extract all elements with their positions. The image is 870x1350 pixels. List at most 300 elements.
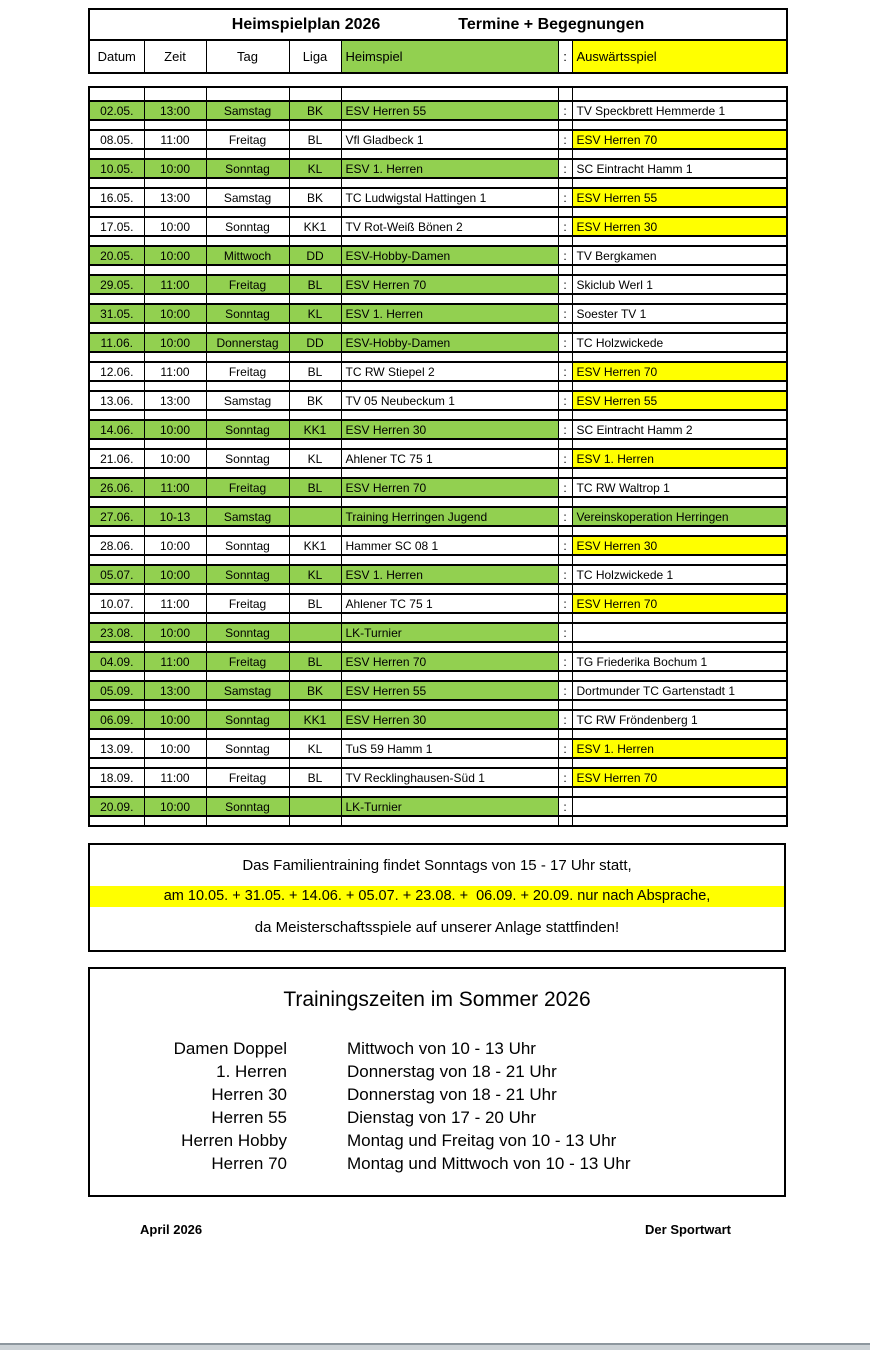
spacer-cell	[558, 700, 572, 710]
spacer-cell	[341, 642, 558, 652]
schedule-row	[89, 536, 787, 555]
spacer-row	[89, 526, 787, 536]
cell-zeit: 13:00	[144, 188, 206, 207]
spacer-cell	[206, 207, 289, 217]
col-header-colon: :	[558, 40, 572, 73]
cell-datum: 14.06.	[89, 420, 144, 439]
training-time-value: Mittwoch von 10 - 13 Uhr	[347, 1039, 536, 1058]
cell-liga: KL	[289, 449, 341, 468]
cell-zeit: 11:00	[144, 594, 206, 613]
cell-liga: BK	[289, 101, 341, 120]
spacer-cell	[89, 497, 144, 507]
spacer-cell	[572, 439, 787, 449]
cell-auswaertsspiel: Dortmunder TC Gartenstadt 1	[572, 681, 787, 700]
spacer-row	[89, 758, 787, 768]
spacer-cell	[341, 555, 558, 565]
spacer-cell	[144, 207, 206, 217]
cell-colon: :	[558, 623, 572, 642]
cell-zeit: 13:00	[144, 101, 206, 120]
cell-colon: :	[558, 333, 572, 352]
cell-zeit: 10:00	[144, 565, 206, 584]
cell-zeit: 10:00	[144, 797, 206, 816]
spacer-cell	[144, 497, 206, 507]
spacer-cell	[341, 787, 558, 797]
schedule-row	[89, 101, 787, 120]
cell-colon: :	[558, 130, 572, 149]
schedule-row	[89, 217, 787, 236]
col-header-tag: Tag	[206, 40, 289, 73]
cell-tag: Sonntag	[206, 217, 289, 236]
spacer-row	[89, 555, 787, 565]
cell-heimspiel: ESV Herren 55	[341, 681, 558, 700]
cell-zeit: 10:00	[144, 739, 206, 758]
cell-auswaertsspiel: TV Bergkamen	[572, 246, 787, 265]
cell-liga: BK	[289, 681, 341, 700]
spacer-cell	[206, 729, 289, 739]
cell-datum: 02.05.	[89, 101, 144, 120]
cell-auswaertsspiel: ESV Herren 55	[572, 188, 787, 207]
spacer-cell	[206, 671, 289, 681]
cell-auswaertsspiel: ESV Herren 70	[572, 130, 787, 149]
cell-datum: 12.06.	[89, 362, 144, 381]
cell-heimspiel: ESV-Hobby-Damen	[341, 333, 558, 352]
spacer-cell	[572, 120, 787, 130]
spacer-cell	[572, 729, 787, 739]
cell-liga: KL	[289, 304, 341, 323]
page-footer	[0, 1222, 870, 1237]
spacer-cell	[341, 178, 558, 188]
spacer-cell	[341, 323, 558, 333]
spacer-cell	[289, 555, 341, 565]
spacer-cell	[289, 294, 341, 304]
training-time-value: Donnerstag von 18 - 21 Uhr	[347, 1085, 557, 1104]
spacer-row	[89, 787, 787, 797]
spacer-cell	[144, 323, 206, 333]
cell-colon: :	[558, 478, 572, 497]
spacer-cell	[144, 265, 206, 275]
spacer-cell	[558, 816, 572, 826]
cell-datum: 20.09.	[89, 797, 144, 816]
spacer-cell	[206, 497, 289, 507]
cell-tag: Samstag	[206, 391, 289, 410]
cell-zeit: 10:00	[144, 217, 206, 236]
cell-colon: :	[558, 536, 572, 555]
schedule-row	[89, 623, 787, 642]
spacer-cell	[558, 468, 572, 478]
cell-auswaertsspiel: ESV Herren 30	[572, 217, 787, 236]
cell-datum: 13.06.	[89, 391, 144, 410]
cell-tag: Freitag	[206, 652, 289, 671]
cell-auswaertsspiel: ESV Herren 70	[572, 362, 787, 381]
spacer-cell	[289, 671, 341, 681]
schedule-row	[89, 246, 787, 265]
spacer-cell	[206, 178, 289, 188]
training-team-label: Damen Doppel	[173, 1039, 287, 1058]
spacer-cell	[206, 642, 289, 652]
spacer-cell	[558, 526, 572, 536]
cell-colon: :	[558, 710, 572, 729]
spacer-cell	[558, 294, 572, 304]
schedule-table	[88, 86, 788, 827]
cell-zeit: 10:00	[144, 710, 206, 729]
spacer-cell	[289, 758, 341, 768]
cell-zeit: 11:00	[144, 478, 206, 497]
spacer-cell	[572, 294, 787, 304]
spacer-cell	[144, 178, 206, 188]
cell-liga: DD	[289, 333, 341, 352]
spacer-cell	[289, 613, 341, 623]
spacer-row	[89, 294, 787, 304]
spacer-cell	[341, 207, 558, 217]
cell-liga: KK1	[289, 536, 341, 555]
cell-auswaertsspiel: SC Eintracht Hamm 2	[572, 420, 787, 439]
cell-liga: BK	[289, 188, 341, 207]
cell-liga: BL	[289, 768, 341, 787]
cell-datum: 16.05.	[89, 188, 144, 207]
spacer-cell	[341, 439, 558, 449]
empty-top-row	[89, 87, 787, 101]
spacer-cell	[558, 787, 572, 797]
spacer-row	[89, 410, 787, 420]
cell-auswaertsspiel: ESV Herren 70	[572, 594, 787, 613]
spacer-cell	[206, 323, 289, 333]
spacer-cell	[144, 816, 206, 826]
schedule-row	[89, 159, 787, 178]
spacer-cell	[558, 410, 572, 420]
cell-auswaertsspiel: TV Speckbrett Hemmerde 1	[572, 101, 787, 120]
cell-zeit: 11:00	[144, 362, 206, 381]
spacer-cell	[572, 149, 787, 159]
cell-heimspiel: Hammer SC 08 1	[341, 536, 558, 555]
cell-tag: Freitag	[206, 768, 289, 787]
spacer-row	[89, 323, 787, 333]
cell-colon: :	[558, 217, 572, 236]
spacer-cell	[289, 352, 341, 362]
spacer-cell	[89, 729, 144, 739]
spacer-cell	[558, 729, 572, 739]
cell-auswaertsspiel: ESV Herren 70	[572, 768, 787, 787]
cell-datum: 31.05.	[89, 304, 144, 323]
cell-tag: Samstag	[206, 507, 289, 526]
spacer-cell	[144, 729, 206, 739]
cell-zeit: 13:00	[144, 681, 206, 700]
spacer-row	[89, 178, 787, 188]
spacer-cell	[558, 149, 572, 159]
cell-tag: Samstag	[206, 101, 289, 120]
cell-zeit: 10:00	[144, 420, 206, 439]
spacer-cell	[144, 468, 206, 478]
footer-date: April 2026	[140, 1222, 203, 1237]
schedule-row	[89, 478, 787, 497]
cell-colon: :	[558, 739, 572, 758]
spacer-cell	[289, 642, 341, 652]
cell-datum: 11.06.	[89, 333, 144, 352]
spacer-cell	[144, 584, 206, 594]
cell-colon: :	[558, 101, 572, 120]
cell-heimspiel: ESV Herren 30	[341, 420, 558, 439]
cell-auswaertsspiel: Skiclub Werl 1	[572, 275, 787, 294]
spacer-cell	[89, 671, 144, 681]
cell-zeit: 11:00	[144, 768, 206, 787]
cell-tag: Sonntag	[206, 797, 289, 816]
cell-heimspiel: LK-Turnier	[341, 797, 558, 816]
spacer-row	[89, 816, 787, 826]
spacer-row	[89, 265, 787, 275]
cell-tag: Samstag	[206, 681, 289, 700]
cell-auswaertsspiel	[572, 797, 787, 816]
schedule-row	[89, 304, 787, 323]
spacer-cell	[572, 555, 787, 565]
spacer-cell	[289, 729, 341, 739]
cell-zeit: 10:00	[144, 159, 206, 178]
spacer-cell	[144, 758, 206, 768]
spacer-cell	[558, 178, 572, 188]
spacer-cell	[89, 381, 144, 391]
cell-datum: 05.09.	[89, 681, 144, 700]
cell-auswaertsspiel	[572, 623, 787, 642]
spacer-cell	[144, 149, 206, 159]
cell-liga: BL	[289, 130, 341, 149]
spacer-cell	[144, 410, 206, 420]
cell-datum: 26.06.	[89, 478, 144, 497]
spacer-cell	[341, 671, 558, 681]
spacer-cell	[572, 642, 787, 652]
schedule-row	[89, 449, 787, 468]
cell-datum: 20.05.	[89, 246, 144, 265]
spacer-cell	[558, 381, 572, 391]
spacer-cell	[341, 468, 558, 478]
cell-auswaertsspiel: ESV 1. Herren	[572, 449, 787, 468]
cell-colon: :	[558, 681, 572, 700]
training-team-label: 1. Herren	[216, 1062, 287, 1081]
cell-zeit: 10:00	[144, 623, 206, 642]
spacer-cell	[572, 236, 787, 246]
spacer-cell	[144, 526, 206, 536]
spacer-cell	[341, 497, 558, 507]
spacer-cell	[289, 787, 341, 797]
schedule-row	[89, 565, 787, 584]
cell-zeit: 10:00	[144, 304, 206, 323]
family-training-note-box	[88, 843, 786, 952]
spacer-row	[89, 352, 787, 362]
cell-liga	[289, 623, 341, 642]
training-team-label: Herren Hobby	[181, 1131, 287, 1150]
cell-liga: KK1	[289, 710, 341, 729]
spacer-cell	[558, 584, 572, 594]
cell-colon: :	[558, 565, 572, 584]
cell-colon: :	[558, 594, 572, 613]
cell-heimspiel: ESV Herren 30	[341, 710, 558, 729]
cell-zeit: 10:00	[144, 449, 206, 468]
cell-datum: 28.06.	[89, 536, 144, 555]
spacer-row	[89, 468, 787, 478]
col-header-zeit: Zeit	[144, 40, 206, 73]
cell-liga: BL	[289, 652, 341, 671]
cell-colon: :	[558, 652, 572, 671]
spacer-cell	[341, 236, 558, 246]
cell-tag: Donnerstag	[206, 333, 289, 352]
spacer-cell	[289, 497, 341, 507]
schedule-row	[89, 594, 787, 613]
cell-heimspiel: Ahlener TC 75 1	[341, 594, 558, 613]
spacer-cell	[144, 381, 206, 391]
cell-datum: 10.07.	[89, 594, 144, 613]
cell-heimspiel: ESV Herren 70	[341, 478, 558, 497]
schedule-row	[89, 710, 787, 729]
cell-auswaertsspiel: TG Friederika Bochum 1	[572, 652, 787, 671]
spacer-cell	[289, 584, 341, 594]
spacer-cell	[206, 236, 289, 246]
spacer-cell	[289, 410, 341, 420]
spacer-cell	[144, 352, 206, 362]
col-header-heimspiel: Heimspiel	[341, 40, 558, 73]
spacer-cell	[558, 265, 572, 275]
spacer-cell	[341, 613, 558, 623]
spacer-cell	[89, 816, 144, 826]
cell-datum: 18.09.	[89, 768, 144, 787]
spacer-cell	[341, 816, 558, 826]
cell-colon: :	[558, 391, 572, 410]
spacer-cell	[206, 294, 289, 304]
spacer-cell	[558, 613, 572, 623]
cell-zeit: 11:00	[144, 275, 206, 294]
cell-heimspiel: TuS 59 Hamm 1	[341, 739, 558, 758]
cell-zeit: 10-13	[144, 507, 206, 526]
spacer-cell	[206, 381, 289, 391]
cell-auswaertsspiel: TC Holzwickede 1	[572, 565, 787, 584]
spacer-cell	[558, 439, 572, 449]
spacer-cell	[144, 700, 206, 710]
cell-datum: 06.09.	[89, 710, 144, 729]
cell-zeit: 10:00	[144, 246, 206, 265]
note-line-3: da Meisterschaftsspiele auf unserer Anlage stattfinden!	[254, 919, 620, 936]
cell-liga: KK1	[289, 420, 341, 439]
cell-heimspiel: Vfl Gladbeck 1	[341, 130, 558, 149]
spacer-cell	[341, 758, 558, 768]
spacer-cell	[572, 816, 787, 826]
spacer-cell	[572, 410, 787, 420]
spacer-cell	[289, 207, 341, 217]
spacer-cell	[289, 149, 341, 159]
spacer-cell	[341, 700, 558, 710]
cell-zeit: 11:00	[144, 130, 206, 149]
training-times-box	[88, 967, 786, 1197]
cell-liga: KK1	[289, 217, 341, 236]
spacer-cell	[558, 758, 572, 768]
spacer-cell	[89, 323, 144, 333]
cell-tag: Samstag	[206, 188, 289, 207]
title-cell	[89, 9, 787, 40]
spacer-cell	[341, 149, 558, 159]
spacer-row	[89, 439, 787, 449]
cell-liga: BK	[289, 391, 341, 410]
spacer-cell	[558, 642, 572, 652]
spacer-cell	[206, 584, 289, 594]
spacer-cell	[89, 265, 144, 275]
spacer-cell	[89, 526, 144, 536]
spacer-cell	[341, 265, 558, 275]
col-header-auswaertsspiel: Auswärtsspiel	[572, 40, 787, 73]
cell-colon: :	[558, 159, 572, 178]
spacer-row	[89, 497, 787, 507]
training-team-label: Herren 55	[211, 1108, 287, 1127]
spacer-cell	[572, 787, 787, 797]
cell-zeit: 11:00	[144, 652, 206, 671]
cell-datum: 17.05.	[89, 217, 144, 236]
spacer-row	[89, 729, 787, 739]
cell-heimspiel: ESV Herren 70	[341, 275, 558, 294]
spacer-cell	[206, 613, 289, 623]
spacer-cell	[558, 671, 572, 681]
training-times-title: Trainingszeiten im Sommer 2026	[283, 988, 591, 1011]
spacer-cell	[289, 526, 341, 536]
spacer-cell	[206, 555, 289, 565]
cell-auswaertsspiel: ESV Herren 30	[572, 536, 787, 555]
schedule-row	[89, 275, 787, 294]
cell-liga: KL	[289, 159, 341, 178]
schedule-row	[89, 507, 787, 526]
schedule-row	[89, 188, 787, 207]
cell-tag: Sonntag	[206, 565, 289, 584]
cell-liga: DD	[289, 246, 341, 265]
spacer-cell	[572, 323, 787, 333]
spacer-cell	[572, 265, 787, 275]
spacer-cell	[289, 236, 341, 246]
cell-zeit: 10:00	[144, 536, 206, 555]
spacer-cell	[572, 352, 787, 362]
spacer-cell	[89, 468, 144, 478]
spacer-cell	[572, 584, 787, 594]
spacer-cell	[572, 758, 787, 768]
schedule-row	[89, 681, 787, 700]
spacer-cell	[289, 700, 341, 710]
schedule-row	[89, 797, 787, 816]
cell-colon: :	[558, 768, 572, 787]
training-time-value: Montag und Freitag von 10 - 13 Uhr	[347, 1131, 617, 1150]
spacer-cell	[144, 787, 206, 797]
spacer-cell	[341, 294, 558, 304]
spacer-cell	[558, 555, 572, 565]
spacer-cell	[558, 236, 572, 246]
spacer-cell	[89, 410, 144, 420]
cell-datum: 23.08.	[89, 623, 144, 642]
cell-liga: BL	[289, 362, 341, 381]
spacer-cell	[89, 555, 144, 565]
cell-colon: :	[558, 449, 572, 468]
spacer-cell	[558, 207, 572, 217]
spacer-cell	[89, 294, 144, 304]
spacer-cell	[572, 671, 787, 681]
cell-auswaertsspiel: TC RW Waltrop 1	[572, 478, 787, 497]
spacer-cell	[572, 613, 787, 623]
spacer-cell	[341, 729, 558, 739]
column-header-row	[89, 40, 787, 73]
cell-colon: :	[558, 188, 572, 207]
cell-tag: Freitag	[206, 130, 289, 149]
cell-datum: 04.09.	[89, 652, 144, 671]
spacer-cell	[89, 120, 144, 130]
spacer-row	[89, 584, 787, 594]
cell-tag: Sonntag	[206, 623, 289, 642]
cell-tag: Sonntag	[206, 420, 289, 439]
spacer-cell	[341, 352, 558, 362]
spacer-cell	[89, 352, 144, 362]
cell-colon: :	[558, 362, 572, 381]
spacer-cell	[89, 207, 144, 217]
cell-heimspiel: LK-Turnier	[341, 623, 558, 642]
cell-auswaertsspiel: TC RW Fröndenberg 1	[572, 710, 787, 729]
spacer-row	[89, 236, 787, 246]
